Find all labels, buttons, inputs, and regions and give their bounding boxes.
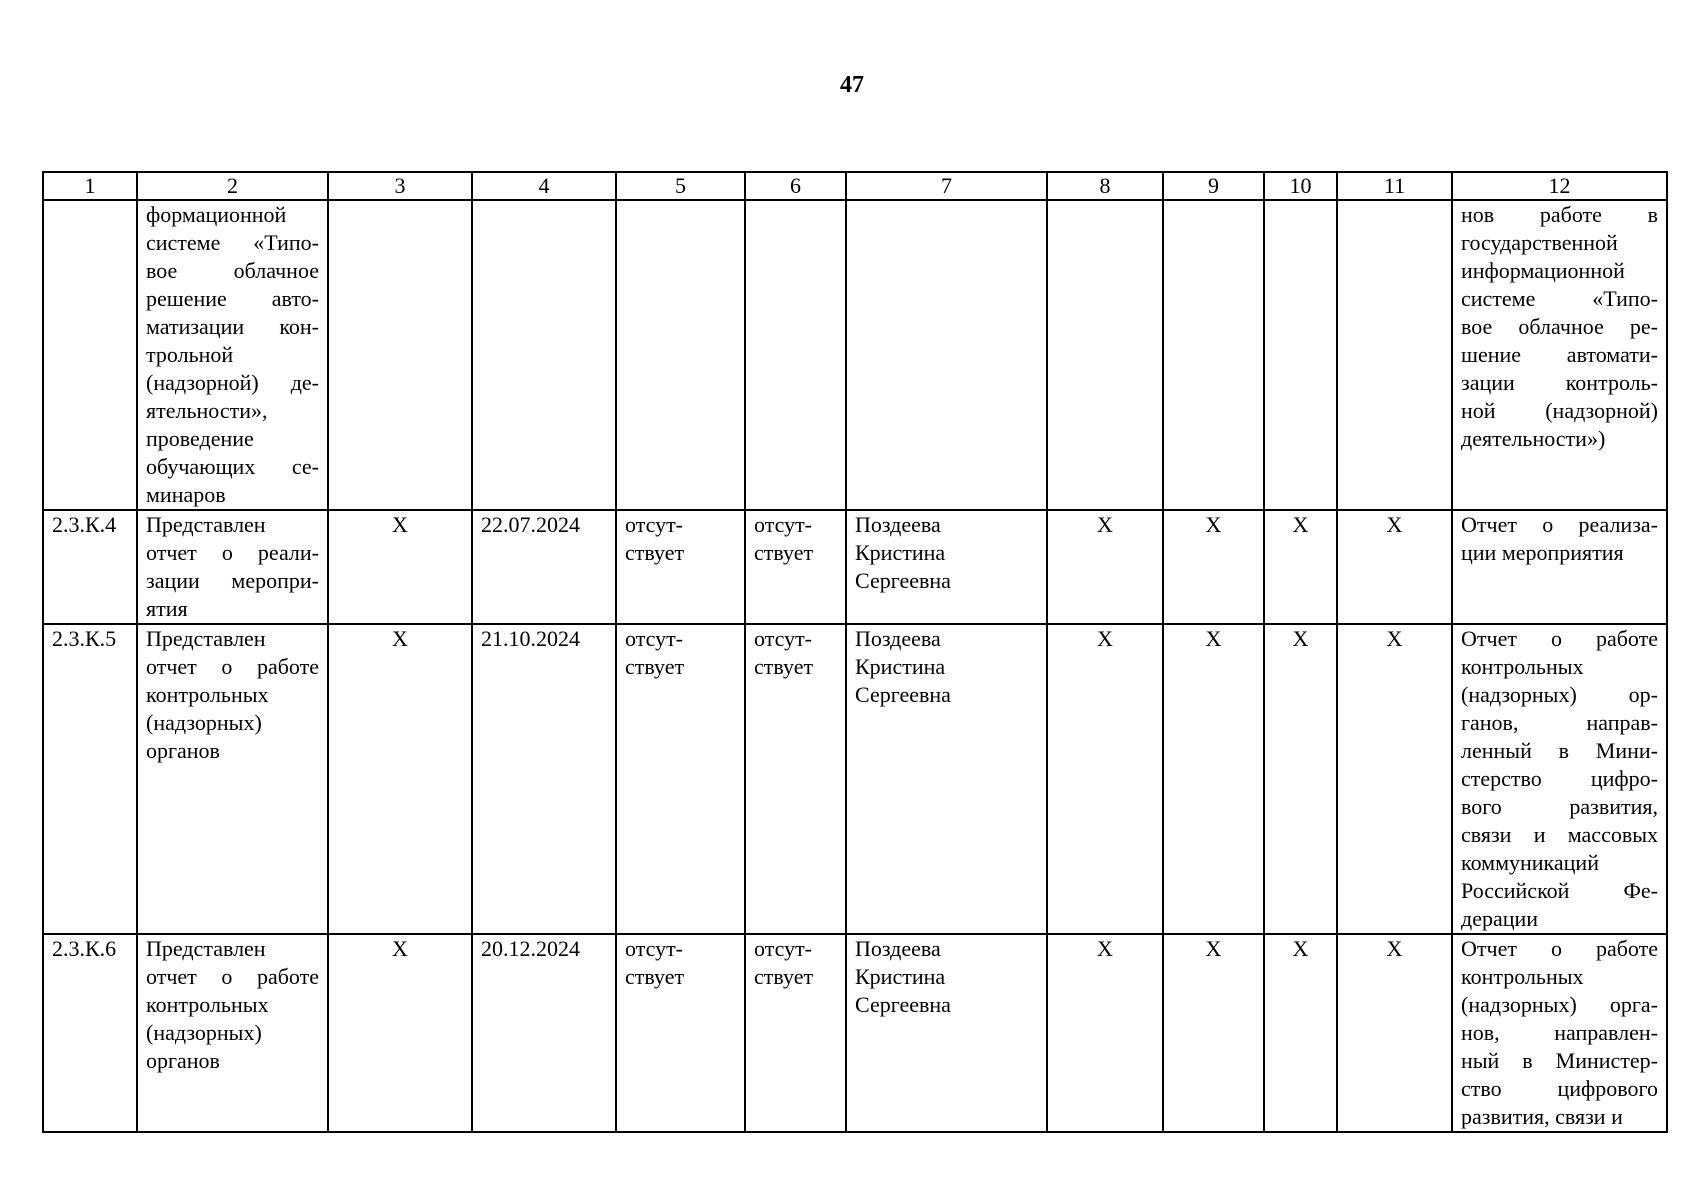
cell-col11: Х [1337,934,1452,1132]
column-header: 9 [1163,172,1264,200]
column-header: 2 [137,172,328,200]
cell-line: ствует [754,654,814,679]
cell-line: Кристина [855,654,946,679]
column-header: 4 [472,172,616,200]
cell-line: ный в Министер- [1461,1048,1658,1073]
cell-line: дерации [1461,906,1539,931]
cell-line: матизации кон- [146,314,319,339]
cell-line: отсут- [754,512,813,537]
table-row [43,934,1667,1132]
cell-date [472,200,616,510]
cell-line: нов работе в [1461,202,1658,227]
cell-event [137,510,328,624]
column-header: 3 [328,172,472,200]
cell-responsible [846,934,1047,1132]
cell-line: отсут- [625,512,684,537]
cell-line: (надзорных) [146,710,262,735]
cell-line: вое облачное [146,258,319,283]
cell-line: Поздеева [855,512,941,537]
cell-line: системе «Типо- [146,230,319,255]
cell-line: шение автомати- [1461,342,1658,367]
cell-line: решение авто- [146,286,319,311]
table-row [43,200,1667,510]
cell-id: 2.3.К.5 [43,624,137,934]
cell-line: отчет о реали- [146,540,319,565]
cell-col5 [616,510,745,624]
cell-line: проведение [146,426,254,451]
column-header: 5 [616,172,745,200]
cell-col9 [1163,200,1264,510]
cell-col8: Х [1047,624,1163,934]
cell-col8 [1047,200,1163,510]
cell-line: Российской Фе- [1461,878,1658,903]
cell-line: развития, связи и [1461,1104,1623,1129]
cell-line: Представлен [146,512,266,537]
cell-line: органов [146,1048,220,1073]
cell-line: трольной [146,342,234,367]
cell-responsible [846,200,1047,510]
cell-result [1452,624,1667,934]
cell-line: деятельности») [1461,426,1606,451]
cell-line: Представлен [146,936,266,961]
cell-line: ганов, направ- [1461,710,1658,735]
cell-line: Сергеевна [855,682,951,707]
cell-col10: Х [1264,934,1337,1132]
cell-line: отсут- [625,626,684,651]
table-header-row [43,172,1667,200]
cell-col6 [745,200,846,510]
cell-line: государственной [1461,230,1618,255]
cell-date: 20.12.2024 [472,934,616,1132]
cell-line: контрольных [146,992,269,1017]
cell-line: ствует [625,540,685,565]
cell-col3: Х [328,510,472,624]
cell-line: связи и массовых [1461,822,1658,847]
cell-line: вого развития, [1461,794,1658,819]
cell-line: отчет о работе [146,654,319,679]
cell-line: контрольных [1461,964,1584,989]
cell-event [137,934,328,1132]
cell-col11: Х [1337,510,1452,624]
cell-line: Отчет о работе [1461,626,1658,651]
cell-responsible [846,510,1047,624]
plan-table [42,171,1668,1133]
column-header: 6 [745,172,846,200]
cell-line: ствует [754,964,814,989]
cell-col9: Х [1163,624,1264,934]
cell-line: обучающих се- [146,454,319,479]
cell-result [1452,200,1667,510]
cell-responsible [846,624,1047,934]
cell-line: ятельности», [146,398,268,423]
cell-col11: Х [1337,624,1452,934]
table-row [43,510,1667,624]
page-number: 47 [840,72,864,98]
cell-line: Кристина [855,540,946,565]
cell-line: ствует [625,654,685,679]
cell-col3: Х [328,934,472,1132]
cell-col3: Х [328,624,472,934]
cell-id [43,200,137,510]
cell-line: системе «Типо- [1461,286,1658,311]
cell-line: ции мероприятия [1461,540,1624,565]
cell-col6 [745,510,846,624]
cell-col5 [616,934,745,1132]
cell-line: ятия [146,596,188,621]
cell-line: ствует [625,964,685,989]
cell-col8: Х [1047,510,1163,624]
cell-line: контрольных [146,682,269,707]
cell-id: 2.3.К.6 [43,934,137,1132]
cell-line: Поздеева [855,626,941,651]
column-header: 12 [1452,172,1667,200]
column-header: 11 [1337,172,1452,200]
cell-line: ство цифрового [1461,1076,1658,1101]
column-header: 10 [1264,172,1337,200]
cell-line: Поздеева [855,936,941,961]
cell-col3 [328,200,472,510]
cell-line: зации меропри- [146,568,319,593]
cell-col10 [1264,200,1337,510]
cell-line: отсут- [754,626,813,651]
cell-line: вое облачное ре- [1461,314,1658,339]
cell-event [137,624,328,934]
cell-line: минаров [146,482,226,507]
cell-id: 2.3.К.4 [43,510,137,624]
cell-line: (надзорной) де- [146,370,319,395]
column-header: 1 [43,172,137,200]
cell-col9: Х [1163,510,1264,624]
cell-date: 21.10.2024 [472,624,616,934]
cell-col8: Х [1047,934,1163,1132]
cell-line: нов, направлен- [1461,1020,1658,1045]
cell-line: ленный в Мини- [1461,738,1658,763]
cell-line: стерство цифро- [1461,766,1658,791]
cell-line: ной (надзорной) [1461,398,1658,423]
table-row [43,624,1667,934]
cell-col5 [616,200,745,510]
cell-line: зации контроль- [1461,370,1658,395]
cell-line: органов [146,738,220,763]
cell-line: коммуникаций [1461,850,1599,875]
cell-line: формационной [146,202,287,227]
cell-line: отсут- [754,936,813,961]
cell-line: информационной [1461,258,1625,283]
cell-col6 [745,624,846,934]
cell-line: Сергеевна [855,568,951,593]
cell-line: отсут- [625,936,684,961]
cell-line: (надзорных) ор- [1461,682,1658,707]
cell-line: Кристина [855,964,946,989]
cell-line: (надзорных) орга- [1461,992,1658,1017]
cell-date: 22.07.2024 [472,510,616,624]
cell-result [1452,934,1667,1132]
cell-line: контрольных [1461,654,1584,679]
cell-col5 [616,624,745,934]
cell-col10: Х [1264,624,1337,934]
cell-col10: Х [1264,510,1337,624]
cell-line: Представлен [146,626,266,651]
cell-result [1452,510,1667,624]
cell-col9: Х [1163,934,1264,1132]
cell-line: Отчет о работе [1461,936,1658,961]
cell-line: Отчет о реализа- [1461,512,1658,537]
cell-line: отчет о работе [146,964,319,989]
cell-line: ствует [754,540,814,565]
column-header: 8 [1047,172,1163,200]
column-header: 7 [846,172,1047,200]
cell-event [137,200,328,510]
cell-col11 [1337,200,1452,510]
cell-line: (надзорных) [146,1020,262,1045]
cell-col6 [745,934,846,1132]
cell-line: Сергеевна [855,992,951,1017]
